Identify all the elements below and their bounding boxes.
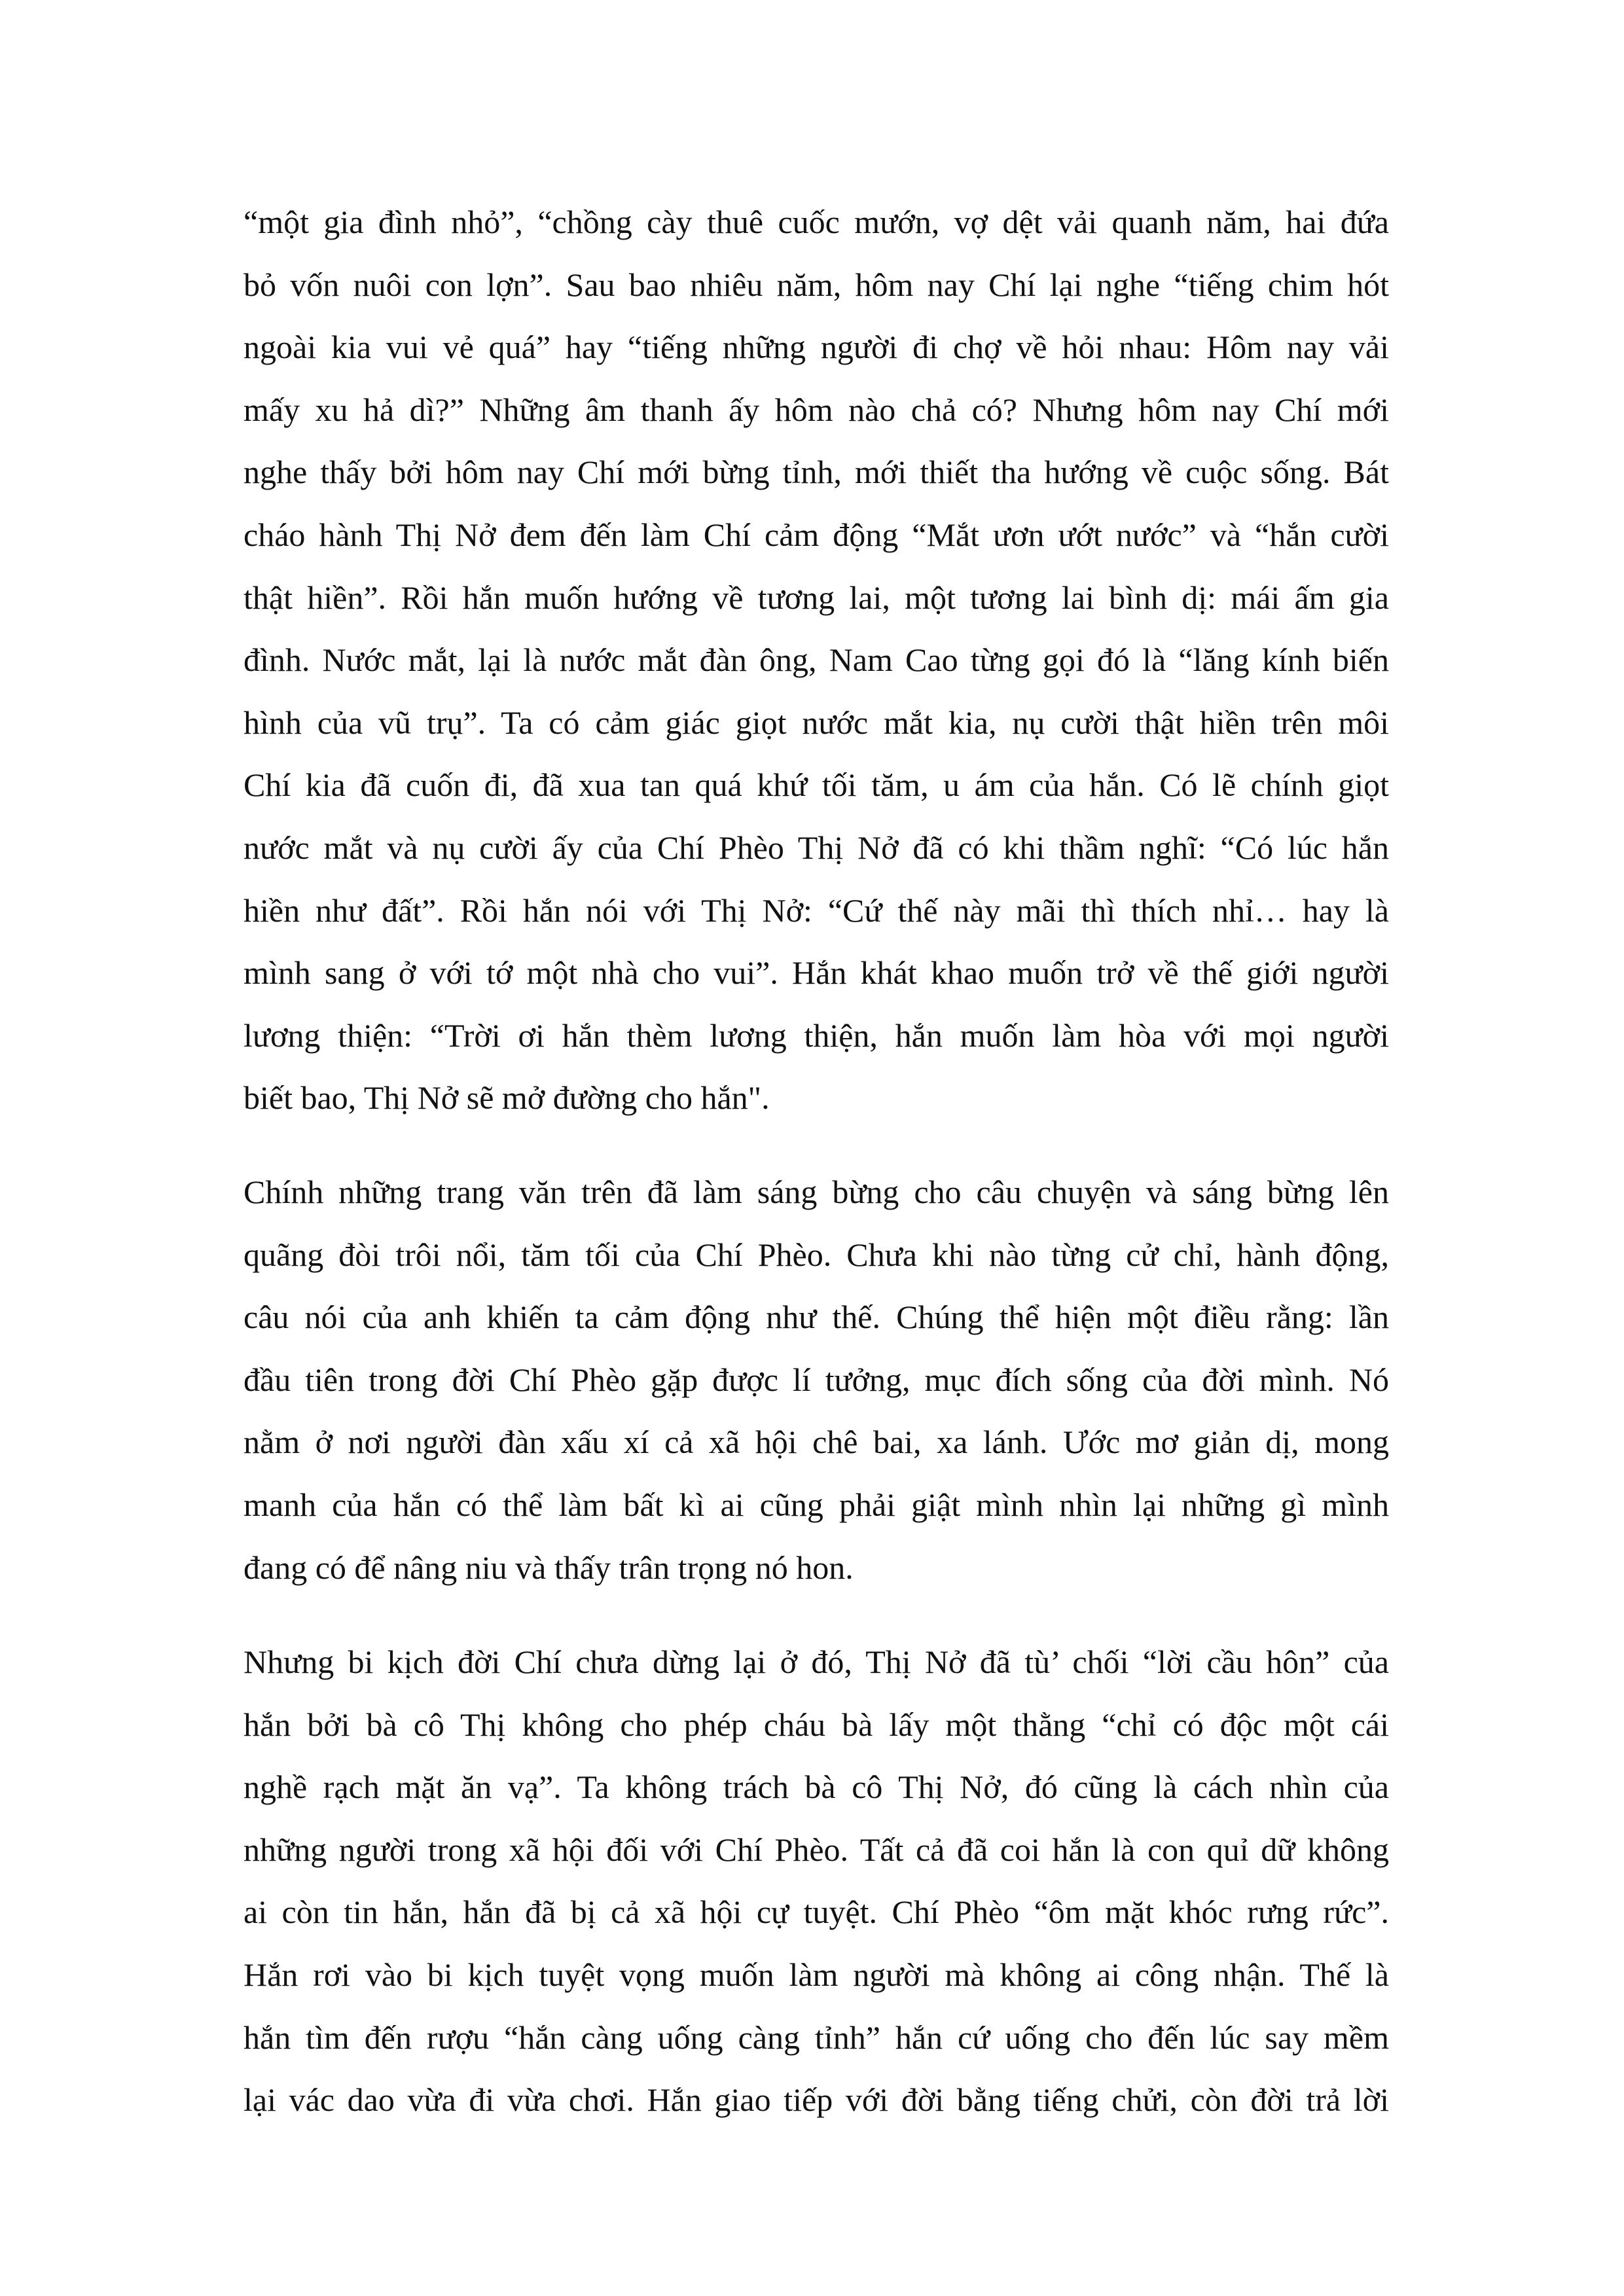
text-line: hình của vũ trụ”. Ta có cảm giác giọt nước mắt kia, nụ cười thật hiền trên môi [244,704,1389,741]
text-line: manh của hắn có thể làm bất kì ai cũng phải giật mình nhìn lại những gì mình [244,1486,1389,1523]
text-line: Chính những trang văn trên đã làm sáng bừng cho câu chuyện và sáng bừng lên [244,1174,1389,1210]
paragraph-3 [244,1631,1389,2132]
text-line: những người trong xã hội đối với Chí Phèo. Tất cả đã coi hắn là con quỉ dữ không [244,1831,1389,1868]
text-line: thật hiền”. Rồi hắn muốn hướng về tương lai, một tương lai bình dị: mái ấm gia [244,579,1389,616]
text-line: lương thiện: “Trời ơi hắn thèm lương thiện, hắn muốn làm hòa với mọi người [244,1016,1389,1054]
text-line: hiền như đất”. Rồi hắn nói với Thị Nở: “Cứ thế này mãi thì thích nhỉ… hay là [244,891,1389,929]
paragraph-1 [244,191,1389,1130]
text-line: ai còn tin hắn, hắn đã bị cả xã hội cự tuyệt. Chí Phèo “ôm mặt khóc rưng rức”. [244,1893,1389,1931]
text-line: cháo hành Thị Nở đem đến làm Chí cảm động “Mắt ươn ướt nước” và “hắn cười [244,516,1389,553]
text-line: biết bao, Thị Nở sẽ mở đường cho hắn". [244,1079,770,1117]
text-line: Nhưng bi kịch đời Chí chưa dừng lại ở đó, Thị Nở đã tù’ chối “lời cầu hôn” của [244,1643,1389,1680]
paragraph-2 [244,1161,1389,1599]
text-line: đình. Nước mắt, lại là nước mắt đàn ông, Nam Cao từng gọi đó là “lăng kính biến [244,641,1389,679]
text-line: đầu tiên trong đời Chí Phèo gặp được lí tưởng, mục đích sống của đời mình. Nó [244,1361,1389,1398]
text-line: mình sang ở với tớ một nhà cho vui”. Hắn khát khao muốn trở về thế giới người [244,954,1389,992]
text-line: đang có để nâng niu và thấy trân trọng nó hon. [244,1549,854,1586]
text-line: nghe thấy bởi hôm nay Chí mới bừng tỉnh, mới thiết tha hướng về cuộc sống. Bát [244,454,1389,491]
text-line: mấy xu hả dì?” Những âm thanh ấy hôm nào chả có? Nhưng hôm nay Chí mới [244,391,1389,428]
text-line: ngoài kia vui vẻ quá” hay “tiếng những người đi chợ về hỏi nhau: Hôm nay vải [244,329,1389,366]
text-line: “một gia đình nhỏ”, “chồng cày thuê cuốc mướn, vợ dệt vải quanh năm, hai đứa [244,204,1389,240]
text-line: bỏ vốn nuôi con lợn”. Sau bao nhiêu năm, hôm nay Chí lại nghe “tiếng chim hót [244,266,1389,303]
text-line: hắn bởi bà cô Thị không cho phép cháu bà lấy một thằng “chỉ có độc một cái [244,1706,1389,1743]
text-line: Hắn rơi vào bi kịch tuyệt vọng muốn làm người mà không ai công nhận. Thế là [244,1956,1389,1993]
text-line: quãng đòi trôi nổi, tăm tối của Chí Phèo. Chưa khi nào từng cử chỉ, hành động, [244,1236,1389,1273]
text-line: Chí kia đã cuốn đi, đã xua tan quá khứ tối tăm, u ám của hắn. Có lẽ chính giọt [244,766,1389,804]
text-line: hắn tìm đến rượu “hắn càng uống càng tỉnh” hắn cứ uống cho đến lúc say mềm [244,2018,1389,2056]
text-line: lại vác dao vừa đi vừa chơi. Hắn giao tiếp với đời bằng tiếng chửi, còn đời trả lời [244,2081,1389,2119]
text-line: câu nói của anh khiến ta cảm động như thế. Chúng thể hiện một điều rằng: lần [244,1299,1389,1336]
text-line: nằm ở nơi người đàn xấu xí cả xã hội chê bai, xa lánh. Ước mơ giản dị, mong [244,1424,1389,1461]
text-line: nghề rạch mặt ăn vạ”. Ta không trách bà cô Thị Nở, đó cũng là cách nhìn của [244,1768,1389,1806]
text-line: nước mắt và nụ cười ấy của Chí Phèo Thị Nở đã có khi thầm nghĩ: “Có lúc hắn [244,829,1389,866]
